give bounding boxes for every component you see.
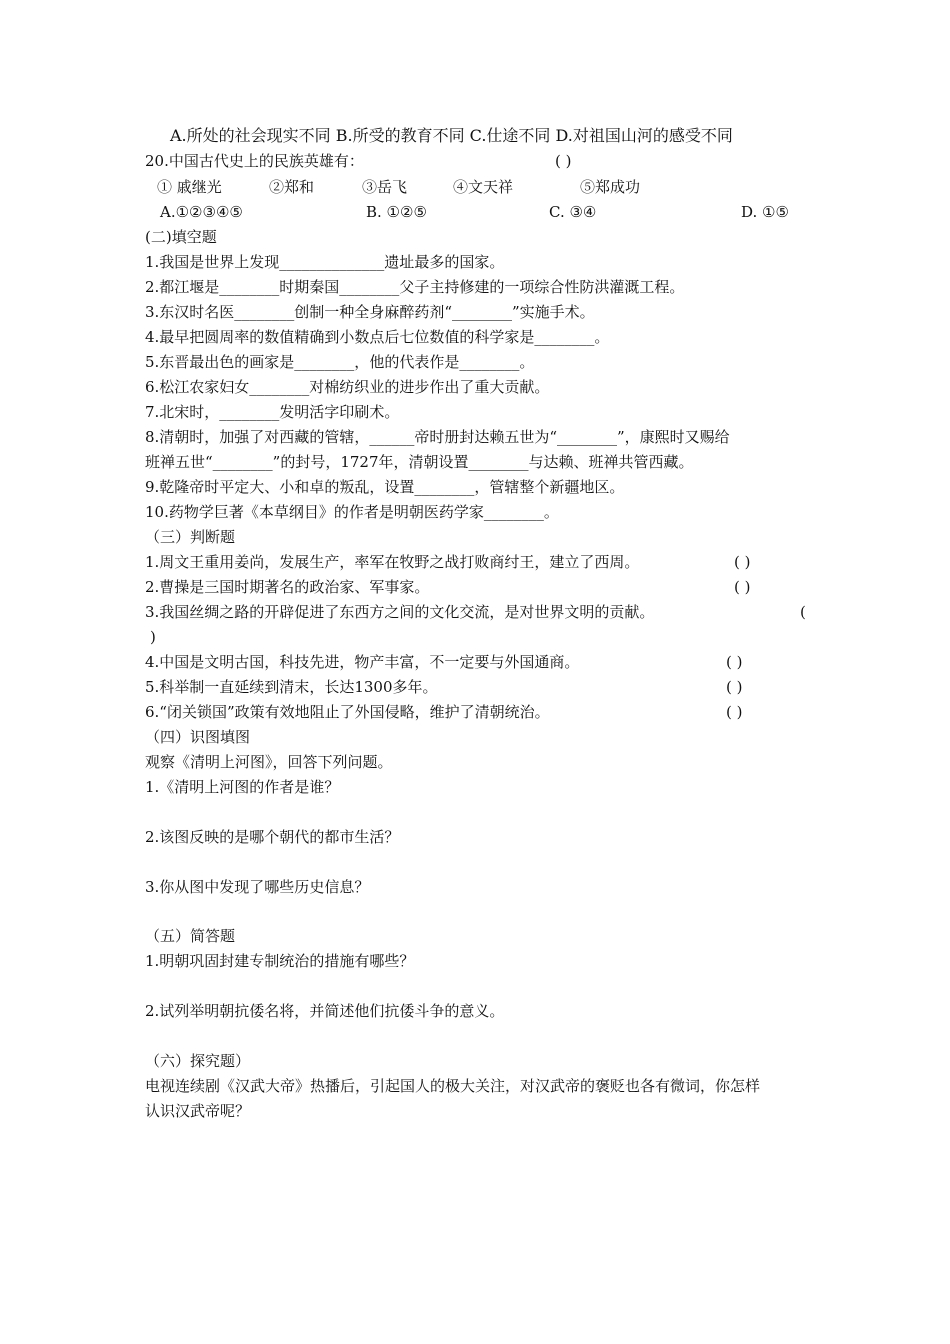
picture-question: 2.该图反映的是哪个朝代的都市生活？ <box>145 828 400 846</box>
fill-item: 4.最早把圆周率的数值精确到小数点后七位数值的科学家是________。 <box>145 328 610 346</box>
q20-choice-d: D. ①⑤ <box>741 203 789 221</box>
q19-options: A.所处的社会现实不同 B.所受的教育不同 C.仕途不同 D.对祖国山河的感受不同 <box>170 126 733 145</box>
q20-choice-b: B. ①②⑤ <box>366 203 427 221</box>
picture-question: 1.《清明上河图的作者是谁？ <box>145 778 340 796</box>
fill-item: 8.清朝时，加强了对西藏的管辖，______帝时册封达赖五世为“________”，康熙时又赐给 <box>145 428 730 446</box>
judge-answer-paren: ( ) <box>734 578 751 596</box>
q20-choice-c: C. ③④ <box>549 203 597 221</box>
q20-item-2: ②郑和 <box>269 178 315 196</box>
q20-answer-paren: ( ) <box>555 152 572 170</box>
judge-heading: （三）判断题 <box>145 528 236 546</box>
short-heading: （五）简答题 <box>145 927 236 945</box>
q20-item-1: ① 戚继光 <box>157 178 222 196</box>
q20-item-5: ⑤郑成功 <box>580 178 641 196</box>
fill-item: 10.药物学巨著《本草纲目》的作者是明朝医药学家________。 <box>145 503 559 521</box>
judge-item: 3.我国丝绸之路的开辟促进了东西方之间的文化交流，是对世界文明的贡献。 <box>145 603 655 621</box>
judge-item: 4.中国是文明古国，科技先进，物产丰富，不一定要与外国通商。 <box>145 653 580 671</box>
judge-item: 2.曹操是三国时期著名的政治家、军事家。 <box>145 578 430 596</box>
judge-answer-paren: ( ) <box>726 678 743 696</box>
q20-item-3: ③岳飞 <box>362 178 408 196</box>
fill-item: 1.我国是世界上发现______________遗址最多的国家。 <box>145 253 505 271</box>
fill-item: 9.乾隆帝时平定大、小和卓的叛乱，设置________，管辖整个新疆地区。 <box>145 478 625 496</box>
explore-heading: （六）探究题） <box>145 1052 251 1070</box>
judge-answer-paren: ( ) <box>734 553 751 571</box>
picture-intro: 观察《清明上河图》，回答下列问题。 <box>145 753 393 771</box>
judge-answer-paren-open: ( <box>800 603 806 621</box>
fill-item: 3.东汉时名医________创制一种全身麻醉药剂“________”实施手术。 <box>145 303 595 321</box>
q20-choice-a: A.①②③④⑤ <box>160 203 243 221</box>
fill-heading: (二)填空题 <box>145 228 217 246</box>
short-question: 2.试列举明朝抗倭名将，并简述他们抗倭斗争的意义。 <box>145 1002 505 1020</box>
q20-stem: 20.中国古代史上的民族英雄有： <box>145 152 364 170</box>
judge-item: 6.“闭关锁国”政策有效地阻止了外国侵略，维护了清朝统治。 <box>145 703 550 721</box>
picture-question: 3.你从图中发现了哪些历史信息？ <box>145 878 370 896</box>
judge-answer-paren-close: ) <box>150 628 156 646</box>
picture-heading: （四）识图填图 <box>145 728 251 746</box>
fill-item: 2.都江堰是________时期秦国________父子主持修建的一项综合性防洪灌溉工程。 <box>145 278 685 296</box>
fill-item: 班禅五世“________”的封号，1727年，清朝设置________与达赖、班禅共管西藏。 <box>145 453 694 471</box>
judge-answer-paren: ( ) <box>726 653 743 671</box>
q20-item-4: ④文天祥 <box>453 178 514 196</box>
fill-item: 6.松江农家妇女________对棉纺织业的进步作出了重大贡献。 <box>145 378 550 396</box>
judge-item: 5.科举制一直延续到清末，长达1300多年。 <box>145 678 438 696</box>
judge-answer-paren: ( ) <box>726 703 743 721</box>
judge-item: 1.周文王重用姜尚，发展生产，率军在牧野之战打败商纣王，建立了西周。 <box>145 553 640 571</box>
fill-item: 5.东晋最出色的画家是________，他的代表作是________。 <box>145 353 535 371</box>
fill-item: 7.北宋时，________发明活字印刷术。 <box>145 403 400 421</box>
explore-text-line: 电视连续剧《汉武大帝》热播后，引起国人的极大关注，对汉武帝的褒贬也各有微词，你怎样 <box>145 1077 761 1095</box>
short-question: 1.明朝巩固封建专制统治的措施有哪些？ <box>145 952 415 970</box>
explore-text-line: 认识汉武帝呢？ <box>145 1102 251 1120</box>
